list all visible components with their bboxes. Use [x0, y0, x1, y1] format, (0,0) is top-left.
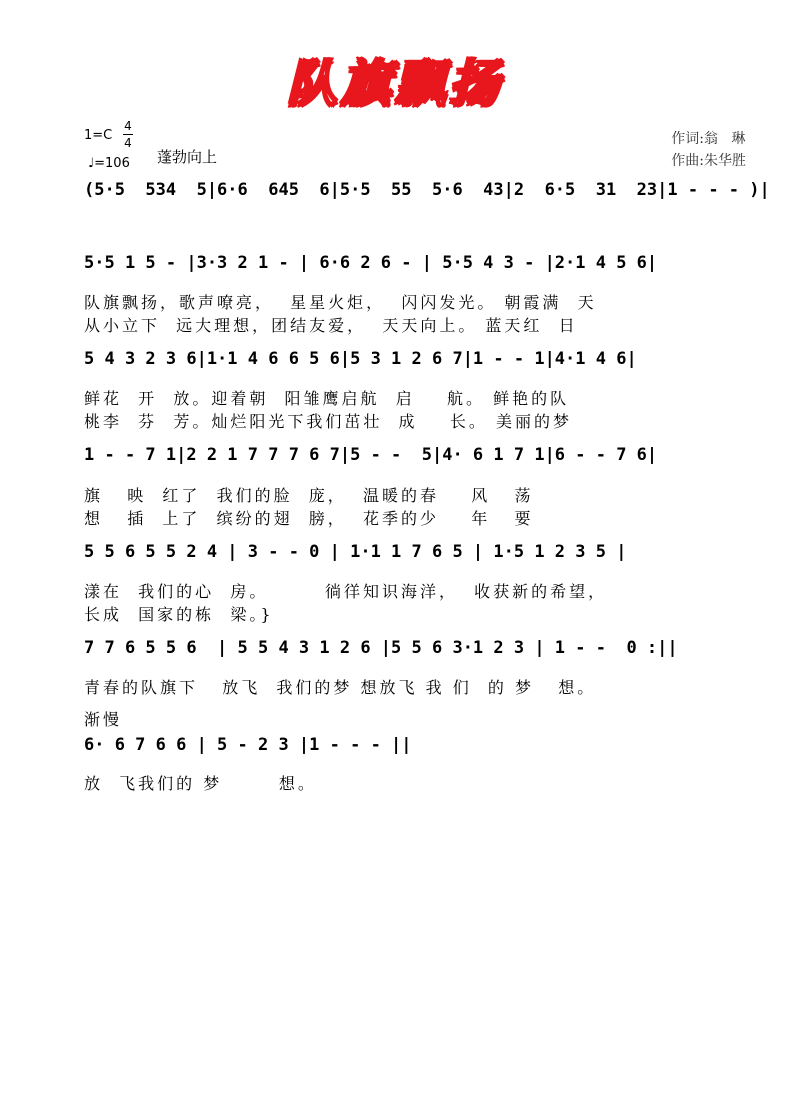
- score-line-5-lyric-1: 青春的队旗下 放飞 我们的梦 想放飞 我 们 的 梦 想。: [84, 678, 597, 697]
- score-line-2-lyric-2: 桃李 芬 芳。灿烂阳光下我们茁壮 成 长。 美丽的梦: [84, 412, 572, 431]
- key-signature: 1=C: [84, 128, 113, 143]
- score-line-5-notes: 7 7 6 5 5 6 | 5 5 4 3 1 2 6 |5 5 6 3·1 2 3 | 1 - - 0 :||: [84, 638, 678, 658]
- lyricist-credit: 作词:翁 琳: [671, 131, 746, 147]
- score-line-3-lyric-2: 想 插 上了 缤纷的翅 膀， 花季的少 年 要: [84, 509, 534, 528]
- expression-mark: 蓬勃向上: [157, 148, 218, 166]
- score-line-6-lyric-1: 放 飞我们的 梦 想。: [84, 774, 317, 793]
- score-line-2-notes: 5 4 3 2 3 6|1·1 4 6 6 5 6|5 3 1 2 6 7|1 - - 1|4·1 4 6|: [84, 349, 637, 369]
- score-line-4-lyric-2: 长成 国家的栋 梁。}: [84, 605, 274, 624]
- score-line-2-lyric-1: 鲜花 开 放。迎着朝 阳雏鹰启航 启 航。 鲜艳的队: [84, 389, 570, 408]
- score-line-4-notes: 5 5 6 5 5 2 4 | 3 - - 0 | 1·1 1 7 6 5 | 1·5 1 2 3 5 |: [84, 542, 627, 562]
- score-line-1-notes: 5·5 1 5 - |3·3 2 1 - | 6·6 2 6 - | 5·5 4 3 - |2·1 4 5 6|: [84, 253, 658, 273]
- score-line-6-notes: 6· 6 7 6 6 | 5 - 2 3 |1 - - - ||: [84, 735, 412, 755]
- score-line-3-lyric-1: 旗 映 红了 我们的脸 庞， 温暖的春 风 荡: [84, 486, 534, 505]
- time-signature-top: 4: [124, 119, 132, 133]
- score-line-3-notes: 1 - - 7 1|2 2 1 7 7 7 6 7|5 - - 5|4· 6 1 7 1|6 - - 7 6|: [84, 445, 658, 465]
- score-line-1-lyric-2: 从小立下 远大理想，团结友爱， 天天向上。 蓝天红 日: [84, 316, 578, 335]
- tempo-mark: ♩=106: [88, 156, 130, 171]
- intro-notes: (5·5 534 5|6·6 645 6|5·5 55 5·6 43|2 6·5 31 23|1 - - - )|: [84, 180, 770, 200]
- time-signature-bar: [123, 134, 133, 135]
- score-line-4-lyric-1: 漾在 我们的心 房。 徜徉知识海洋， 收获新的希望，: [84, 582, 608, 601]
- credits: [671, 128, 746, 172]
- time-signature-bottom: 4: [124, 136, 132, 150]
- score-line-1-lyric-1: 队旗飘扬，歌声嘹亮， 星星火炬， 闪闪发光。 朝霞满 天: [84, 293, 597, 312]
- song-title: 队旗飘扬: [287, 55, 503, 113]
- score-line-6-tempo-change: 渐慢: [84, 710, 123, 729]
- time-signature: [123, 119, 133, 150]
- composer-credit: 作曲:朱华胜: [671, 153, 746, 169]
